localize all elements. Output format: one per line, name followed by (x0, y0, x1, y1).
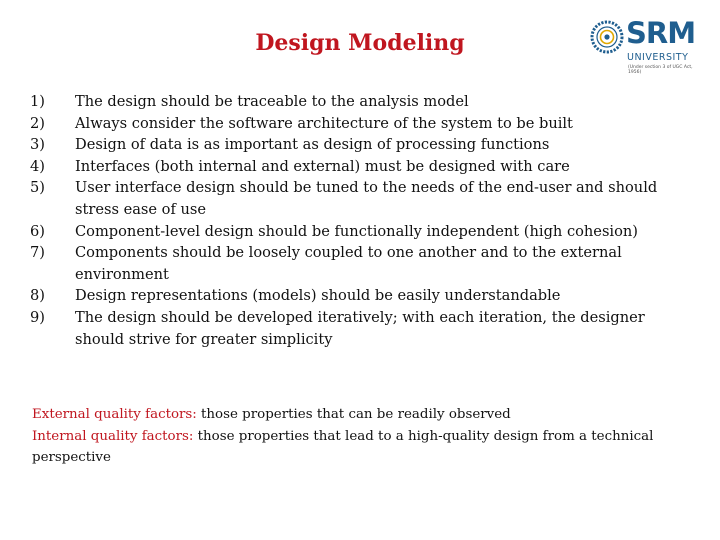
internal-quality-factors (32, 426, 672, 469)
list-item (30, 307, 690, 350)
item-text: Component-level design should be functionally independent (high cohesion) (75, 222, 638, 240)
list-item (30, 177, 690, 220)
item-number: 4) (30, 157, 45, 175)
design-principles-list (30, 91, 690, 350)
item-number: 6) (30, 222, 45, 240)
item-text: The design should be developed iteratively; with each iteration, the designer should strive for greater simplicity (75, 308, 645, 348)
list-item (30, 242, 690, 285)
item-number: 9) (30, 308, 45, 326)
list-item (30, 156, 690, 178)
srm-emblem-icon (590, 20, 624, 54)
list-item (30, 91, 690, 113)
item-number: 5) (30, 179, 45, 197)
srm-university-logo (590, 16, 700, 76)
item-text: Design of data is as important as design of processing functions (75, 136, 550, 154)
item-text: User interface design should be tuned to the needs of the end-user and should stress ease of use (75, 179, 658, 218)
external-quality-factors (32, 404, 672, 426)
item-text: Design representations (models) should be easily understandable (75, 287, 561, 305)
item-number: 8) (30, 287, 45, 305)
list-item (30, 134, 690, 156)
external-text: those properties that can be readily observed (196, 407, 511, 422)
logo-wordmark: SRM (626, 16, 696, 50)
item-text: Interfaces (both internal and external) must be designed with care (75, 157, 570, 175)
item-number: 1) (30, 93, 45, 110)
item-number: 7) (30, 244, 45, 262)
logo-subtitle: UNIVERSITY (627, 52, 689, 63)
list-item (30, 221, 690, 243)
external-label: External quality factors: (32, 407, 197, 422)
item-text: Components should be loosely coupled to one another and to the external environment (75, 244, 622, 283)
list-item (30, 113, 690, 135)
slide-title: Design Modeling (255, 30, 465, 56)
quality-factors-notes (32, 404, 672, 469)
list-item (30, 285, 690, 307)
internal-label: Internal quality factors: (32, 428, 194, 444)
internal-text: those properties that lead to a high-quality design from a technical perspective (32, 428, 654, 465)
item-number: 2) (30, 114, 45, 132)
logo-tagline: (Under section 3 of UGC Act, 1956) (628, 65, 693, 75)
item-text: Always consider the software architecture of the system to be built (75, 114, 573, 132)
item-number: 3) (30, 136, 45, 154)
item-text: The design should be traceable to the analysis model (75, 93, 469, 110)
